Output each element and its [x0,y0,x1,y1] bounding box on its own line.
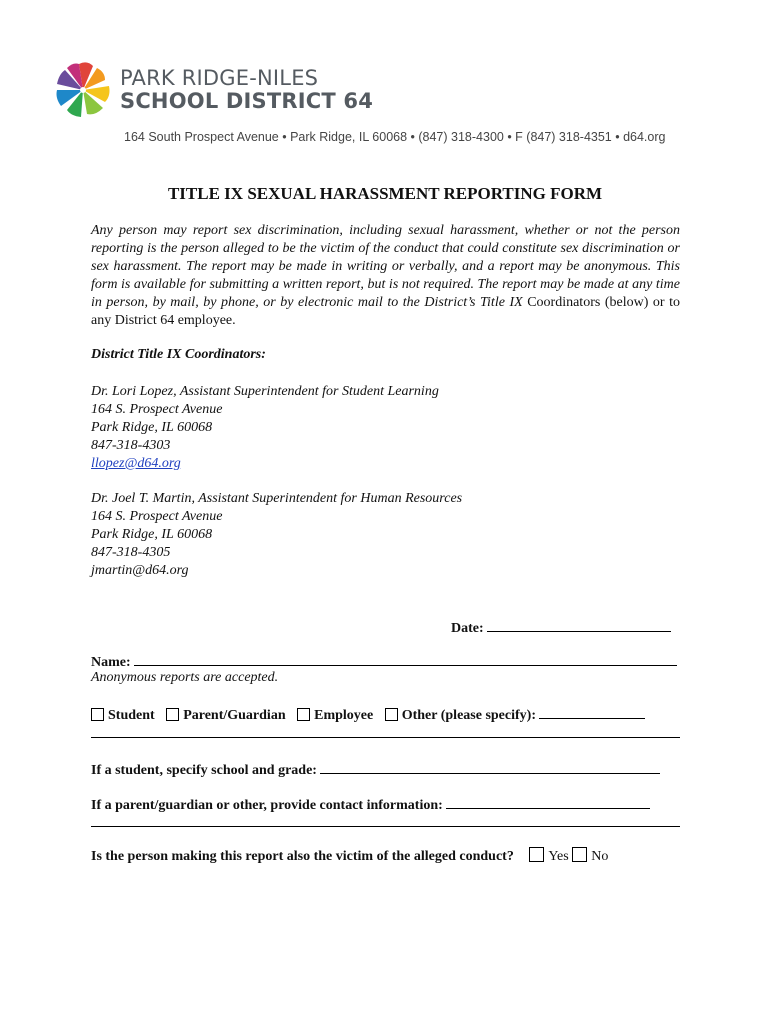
other-checkbox[interactable] [385,708,398,721]
coordinator-block-2 [91,490,462,580]
student-checkbox[interactable] [91,708,104,721]
anonymous-note: Anonymous reports are accepted. [91,670,279,685]
district-name-line1: PARK RIDGE-NILES [120,66,319,90]
coordinator-street: 164 S. Prospect Avenue [91,402,223,417]
date-label: Date: [451,621,484,636]
contact-info-field[interactable] [446,794,650,809]
district-address: 164 South Prospect Avenue • Park Ridge, IL 60068 • (847) 318-4300 • F (847) 318-4351 • d64.org [124,130,666,144]
parent-guardian-checkbox[interactable] [166,708,179,721]
coordinator-name: Dr. Joel T. Martin, Assistant Superintendent for Human Resources [91,491,463,506]
other-specify-field[interactable] [539,704,645,719]
victim-question: Is the person making this report also the victim of the alleged conduct? [91,849,514,864]
coordinator-phone: 847-318-4303 [91,438,171,453]
student-school-label: If a student, specify school and grade: [91,763,317,778]
coordinator-email: jmartin@d64.org [91,563,189,578]
student-school-field[interactable] [320,759,660,774]
district-name-line2: SCHOOL DISTRICT 64 [120,89,374,113]
intro-plain-text: Coordinators (below) or to any District 64 employee. [91,295,680,328]
student-option-label: Student [108,708,155,723]
contact-info-label: If a parent/guardian or other, provide contact information: [91,798,443,813]
coordinators-heading: District Title IX Coordinators: [91,347,266,362]
coordinator-block-1 [91,383,439,473]
coordinator-phone: 847-318-4305 [91,545,171,560]
intro-italic-text: Any person may report sex discrimination, including sexual harassment, whether or not the person reporting is the person alleged to be the victim of the conduct that could constitute sex discrimination or sex harassment. The report may be made in writing or verbally, and a report may be anonymous. This form is available for submitting a written report, but is not required. The report may be made at any time in person, by mail, by phone, or by electronic mail to the District’s Title IX [91,223,680,310]
employee-checkbox[interactable] [297,708,310,721]
no-checkbox[interactable] [572,847,587,862]
pinwheel-logo-icon [52,60,114,120]
coordinator-email-link[interactable]: llopez@d64.org [91,456,181,471]
role-options [91,704,645,724]
form-title: TITLE IX SEXUAL HARASSMENT REPORTING FORM [167,184,603,203]
contact-info-continuation-line[interactable] [91,826,680,827]
date-field[interactable] [487,617,671,632]
coordinator-city: Park Ridge, IL 60068 [91,420,213,435]
coordinator-city: Park Ridge, IL 60068 [91,527,213,542]
yes-checkbox[interactable] [529,847,544,862]
coordinator-street: 164 S. Prospect Avenue [91,509,223,524]
parent-guardian-option-label: Parent/Guardian [183,708,286,723]
name-label: Name: [91,655,131,670]
intro-paragraph [91,222,680,330]
yes-label: Yes [548,849,569,864]
name-field[interactable] [134,651,677,666]
employee-option-label: Employee [314,708,374,723]
no-label: No [591,849,609,864]
coordinator-name: Dr. Lori Lopez, Assistant Superintendent for Student Learning [91,384,439,399]
other-option-label: Other (please specify): [401,708,536,723]
other-specify-continuation-line[interactable] [91,737,680,738]
